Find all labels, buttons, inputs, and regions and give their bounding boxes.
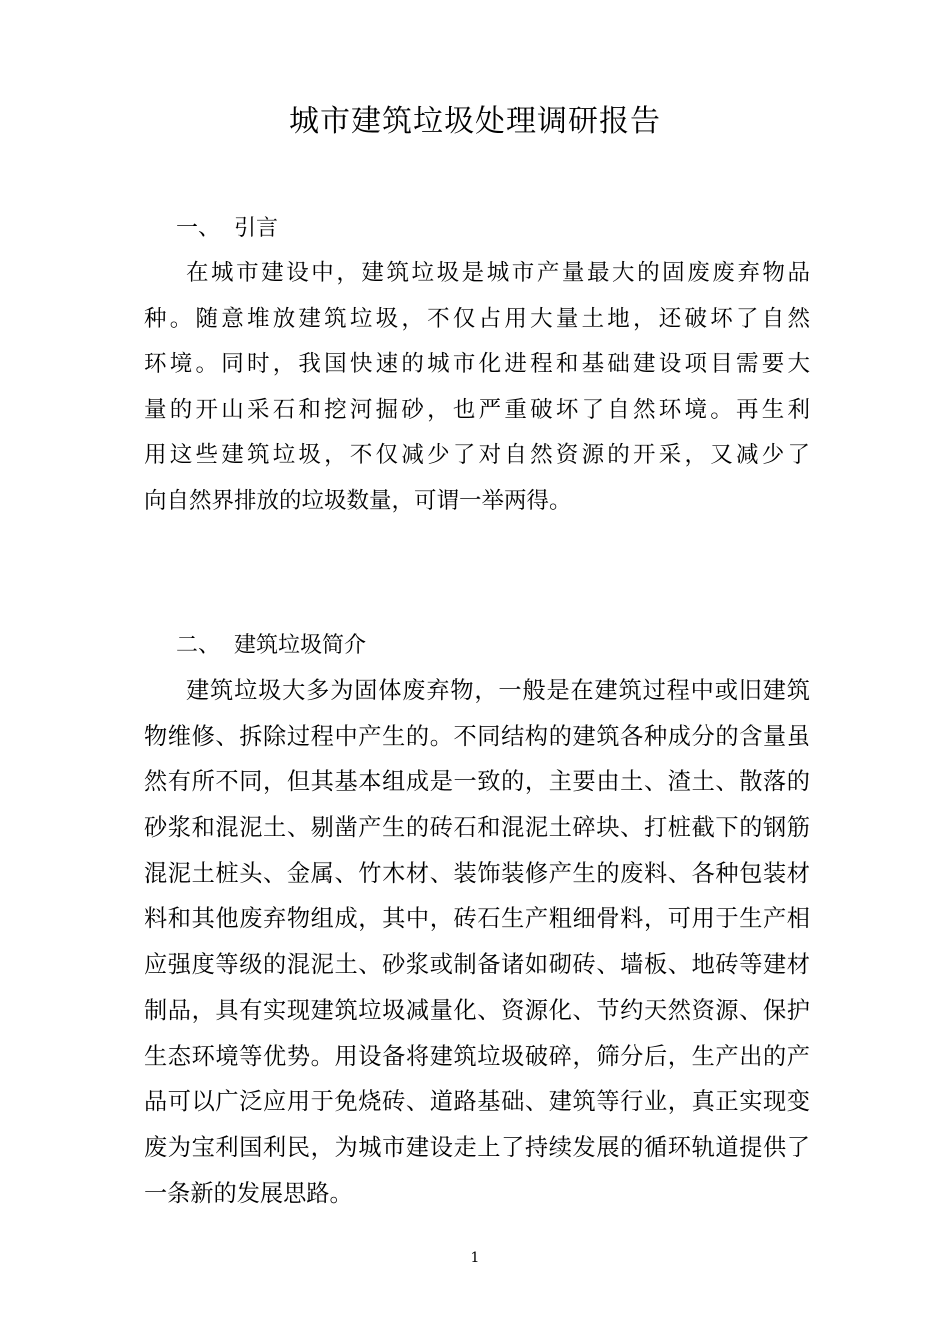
paragraph-line: 量的开山采石和挖河掘砂，也严重破坏了自然环境。再生利: [144, 396, 810, 423]
paragraph-line: 建筑垃圾大多为固体废弃物，一般是在建筑过程中或旧建筑: [186, 677, 810, 704]
paragraph-line: 用这些建筑垃圾，不仅减少了对自然资源的开采，又减少了: [144, 442, 810, 468]
section-title: 建筑垃圾简介: [234, 633, 367, 658]
section-number: 二、: [176, 633, 221, 658]
section-heading-introduction: [176, 214, 278, 244]
paragraph-line: 环境。同时，我国快速的城市化进程和基础建设项目需要大: [144, 351, 810, 377]
page-number: 1: [470, 1250, 480, 1266]
section-heading-overview: [176, 631, 366, 661]
paragraph-overview: [144, 668, 810, 1216]
paragraph-line: 废为宝利国利民，为城市建设走上了持续发展的循环轨道提供了: [144, 1133, 810, 1161]
paragraph-line: 物维修、拆除过程中产生的。不同结构的建筑各种成分的含量虽: [144, 722, 810, 750]
section-title: 引言: [234, 216, 279, 241]
document-title: 城市建筑垃圾处理调研报告: [289, 104, 661, 139]
paragraph-line: 种。随意堆放建筑垃圾，不仅占用大量土地，还破坏了自然: [144, 305, 810, 332]
paragraph-line: 向自然界排放的垃圾数量，可谓一举两得。: [144, 487, 572, 514]
paragraph-line: 生态环境等优势。用设备将建筑垃圾破碎，筛分后，生产出的产: [144, 1042, 810, 1070]
paragraph-line: 砂浆和混泥土、剔凿产生的砖石和混泥土碎块、打桩截下的钢筋: [144, 814, 810, 842]
paragraph-line: 料和其他废弃物组成，其中，砖石生产粗细骨料，可用于生产相: [144, 905, 810, 933]
paragraph-line: 在城市建设中，建筑垃圾是城市产量最大的固废废弃物品: [186, 260, 810, 286]
section-number: 一、: [176, 216, 221, 241]
paragraph-line: 一条新的发展思路。: [144, 1179, 353, 1207]
paragraph-line: 应强度等级的混泥土、砂浆或制备诸如砌砖、墙板、地砖等建材: [144, 951, 810, 979]
paragraph-line: 制品，具有实现建筑垃圾减量化、资源化、节约天然资源、保护: [144, 996, 810, 1024]
paragraph-line: 品可以广泛应用于免烧砖、道路基础、建筑等行业，真正实现变: [144, 1088, 810, 1116]
paragraph-line: 然有所不同，但其基本组成是一致的，主要由土、渣土、散落的: [144, 768, 810, 796]
paragraph-line: 混泥土桩头、金属、竹木材、装饰装修产生的废料、各种包装材: [144, 859, 810, 887]
paragraph-introduction: [144, 251, 810, 524]
